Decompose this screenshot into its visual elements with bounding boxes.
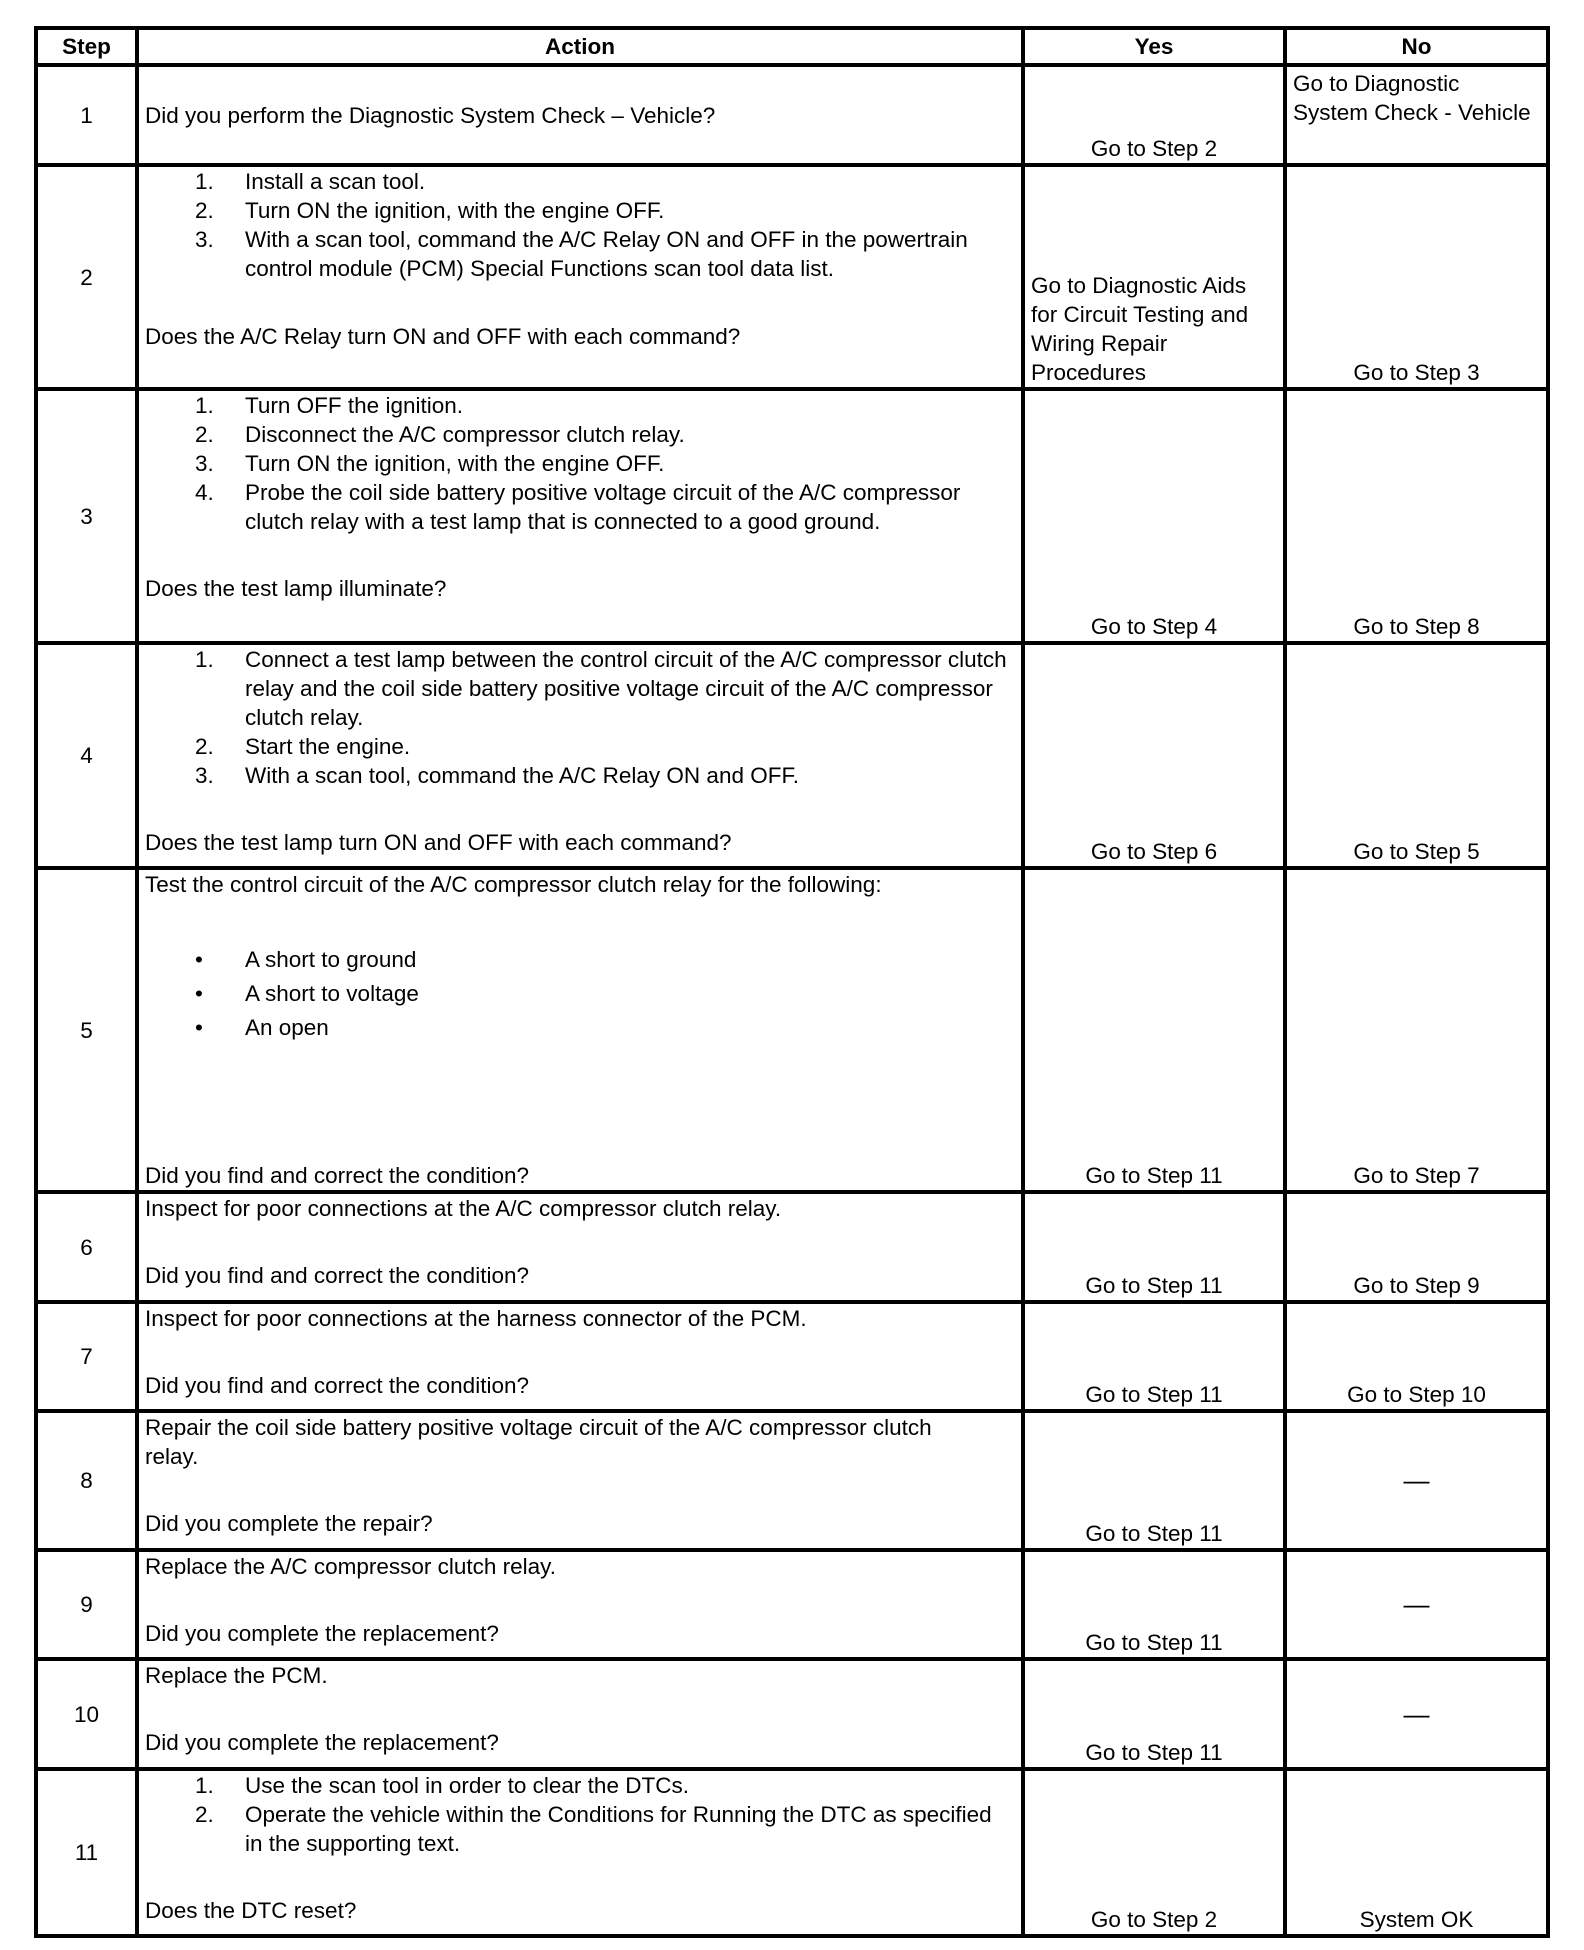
step-number: 8 (36, 1411, 137, 1550)
action-question: Did you complete the replacement? (145, 1730, 499, 1755)
action-cell (137, 1411, 1023, 1550)
action-intro: Inspect for poor connections at the harness connector of the PCM. (145, 1306, 807, 1331)
table-header-row (36, 28, 1548, 65)
action-question: Did you find and correct the condition? (145, 1263, 529, 1288)
action-cell (137, 1769, 1023, 1936)
action-question: Does the test lamp illuminate? (145, 576, 447, 601)
table-row (36, 1769, 1548, 1936)
action-cell (137, 1550, 1023, 1659)
action-cell (137, 1302, 1023, 1411)
step-number: 4 (36, 643, 137, 868)
yes-cell: Go to Step 11 (1023, 1659, 1285, 1769)
action-bullets (145, 943, 1015, 1045)
step-number: 10 (36, 1659, 137, 1769)
table-row (36, 65, 1548, 165)
action-question: Did you complete the replacement? (145, 1621, 499, 1646)
action-cell (137, 868, 1023, 1192)
diagnostic-document (34, 26, 1550, 1938)
no-cell: Go to Step 10 (1285, 1302, 1548, 1411)
action-intro: Test the control circuit of the A/C compressor clutch relay for the following: (145, 872, 882, 897)
list-item: 2. Start the engine. (195, 734, 411, 759)
step-number: 2 (36, 165, 137, 389)
list-item: 4. Probe the coil side battery positive voltage circuit of the A/C compressor clutch relay with a test lamp that is connected to a good ground. (195, 480, 961, 534)
no-cell: — (1285, 1659, 1548, 1769)
no-cell: Go to Step 9 (1285, 1192, 1548, 1302)
action-intro: Repair the coil side battery positive voltage circuit of the A/C compressor clutch relay. (145, 1415, 932, 1469)
action-question: Did you find and correct the condition? (145, 1373, 529, 1398)
table-row (36, 1192, 1548, 1302)
action-question: Did you perform the Diagnostic System Check – Vehicle? (145, 102, 716, 128)
list-item: 1. Connect a test lamp between the control circuit of the A/C compressor clutch relay and the coil side battery positive voltage circuit of the A/C compressor clutch relay. (195, 647, 1007, 730)
list-item: • A short to voltage (195, 981, 419, 1006)
action-steps (145, 167, 1015, 283)
yes-cell: Go to Step 2 (1023, 1769, 1285, 1936)
no-cell: Go to Step 8 (1285, 389, 1548, 643)
action-intro: Replace the A/C compressor clutch relay. (145, 1554, 557, 1579)
action-cell (137, 65, 1023, 165)
list-item: 1. Use the scan tool in order to clear the DTCs. (195, 1773, 689, 1798)
action-cell (137, 643, 1023, 868)
no-cell: Go to Diagnostic System Check - Vehicle (1285, 65, 1548, 165)
list-item: 2. Operate the vehicle within the Conditions for Running the DTC as specified in the supporting text. (195, 1802, 992, 1856)
no-cell: — (1285, 1550, 1548, 1659)
action-question: Did you complete the repair? (145, 1511, 433, 1536)
step-number: 11 (36, 1769, 137, 1936)
action-cell (137, 1192, 1023, 1302)
list-item: 1. Install a scan tool. (195, 169, 426, 194)
table-row (36, 1411, 1548, 1550)
no-cell: — (1285, 1411, 1548, 1550)
header-step: Step (36, 28, 137, 65)
yes-cell: Go to Step 11 (1023, 1302, 1285, 1411)
list-item: 1. Turn OFF the ignition. (195, 393, 464, 418)
list-item: 3. With a scan tool, command the A/C Relay ON and OFF. (195, 763, 799, 788)
no-cell: Go to Step 5 (1285, 643, 1548, 868)
action-steps (145, 645, 1015, 790)
list-item: 3. With a scan tool, command the A/C Relay ON and OFF in the powertrain control module (PCM) Special Functions scan tool data list. (195, 227, 968, 281)
action-steps (145, 391, 1015, 536)
yes-cell: Go to Step 6 (1023, 643, 1285, 868)
header-yes: Yes (1023, 28, 1285, 65)
action-cell (137, 165, 1023, 389)
table-row (36, 1659, 1548, 1769)
yes-cell: Go to Step 11 (1023, 1550, 1285, 1659)
no-cell: Go to Step 3 (1285, 165, 1548, 389)
action-question: Did you find and correct the condition? (145, 1163, 529, 1188)
table-row (36, 868, 1548, 1192)
table-row (36, 1302, 1548, 1411)
list-item: • An open (195, 1015, 329, 1040)
list-item: • A short to ground (195, 947, 417, 972)
action-question: Does the test lamp turn ON and OFF with each command? (145, 830, 732, 855)
diagnostic-table (34, 26, 1550, 1938)
yes-cell: Go to Step 11 (1023, 1411, 1285, 1550)
no-cell: Go to Step 7 (1285, 868, 1548, 1192)
step-number: 1 (36, 65, 137, 165)
list-item: 2. Disconnect the A/C compressor clutch relay. (195, 422, 685, 447)
action-cell (137, 1659, 1023, 1769)
step-number: 5 (36, 868, 137, 1192)
table-row (36, 643, 1548, 868)
yes-cell: Go to Step 2 (1023, 65, 1285, 165)
step-number: 9 (36, 1550, 137, 1659)
yes-cell: Go to Step 11 (1023, 868, 1285, 1192)
yes-cell: Go to Step 11 (1023, 1192, 1285, 1302)
action-intro: Inspect for poor connections at the A/C compressor clutch relay. (145, 1196, 782, 1221)
action-question: Does the DTC reset? (145, 1898, 357, 1923)
header-no: No (1285, 28, 1548, 65)
action-question: Does the A/C Relay turn ON and OFF with each command? (145, 324, 741, 349)
step-number: 3 (36, 389, 137, 643)
list-item: 3. Turn ON the ignition, with the engine OFF. (195, 451, 665, 476)
action-steps (145, 1771, 1015, 1858)
list-item: 2. Turn ON the ignition, with the engine OFF. (195, 198, 665, 223)
no-cell: System OK (1285, 1769, 1548, 1936)
step-number: 6 (36, 1192, 137, 1302)
table-row (36, 165, 1548, 389)
table-row (36, 1550, 1548, 1659)
yes-cell: Go to Diagnostic Aids for Circuit Testing and Wiring Repair Procedures (1023, 165, 1285, 389)
step-number: 7 (36, 1302, 137, 1411)
header-action: Action (137, 28, 1023, 65)
yes-cell: Go to Step 4 (1023, 389, 1285, 643)
action-intro: Replace the PCM. (145, 1663, 328, 1688)
table-row (36, 389, 1548, 643)
action-cell (137, 389, 1023, 643)
